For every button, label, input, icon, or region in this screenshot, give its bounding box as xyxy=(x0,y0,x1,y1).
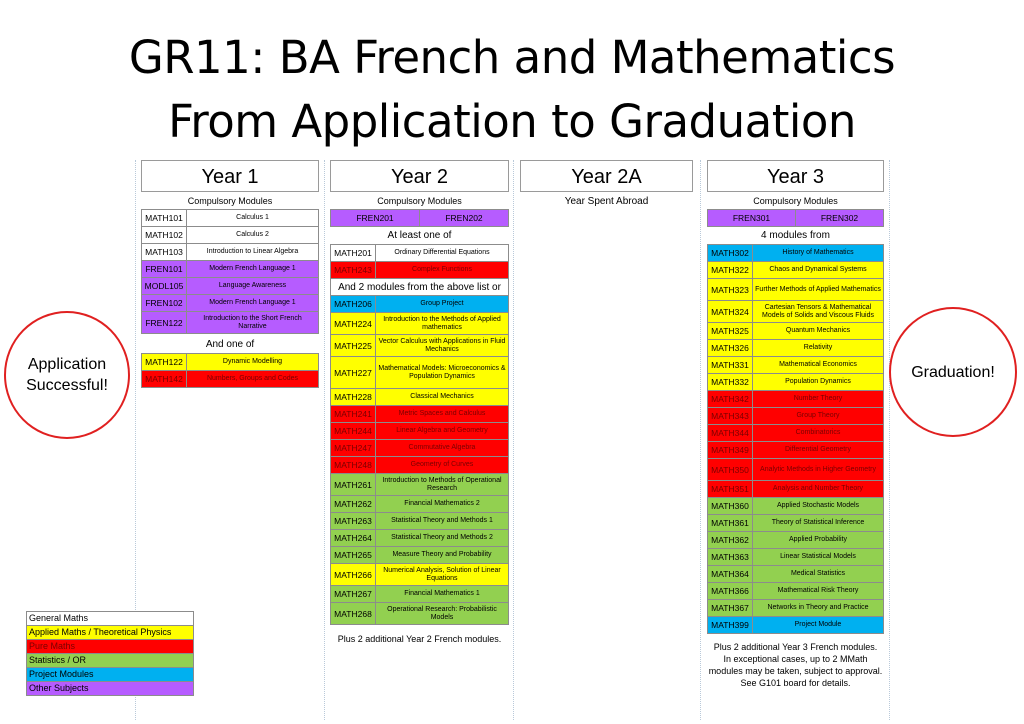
year2-footer: Plus 2 additional Year 2 French modules. xyxy=(337,634,502,644)
module-name: Group Project xyxy=(376,296,509,313)
module-row xyxy=(331,457,509,474)
application-successful-text: Application Successful! xyxy=(26,356,108,394)
module-row xyxy=(708,617,884,634)
module-code: MATH247 xyxy=(331,440,376,457)
module-name: Mathematical Models: Microeconomics & Population Dynamics xyxy=(376,357,509,389)
module-name: Metric Spaces and Calculus xyxy=(376,406,509,423)
module-code: MATH244 xyxy=(331,423,376,440)
module-name: Introduction to Methods of Operational Research xyxy=(376,474,509,496)
module-code: MATH350 xyxy=(708,459,753,481)
year2-options-table xyxy=(330,295,509,625)
module-code: MATH248 xyxy=(331,457,376,474)
module-code: MATH266 xyxy=(331,564,376,586)
module-code: FREN201 xyxy=(331,210,420,227)
module-code: MATH201 xyxy=(331,245,376,262)
year3-from-label: 4 modules from xyxy=(761,230,830,241)
module-name: Numbers, Groups and Codes xyxy=(187,371,319,388)
module-name: Population Dynamics xyxy=(753,374,884,391)
module-code: MATH343 xyxy=(708,408,753,425)
module-row xyxy=(708,391,884,408)
module-row xyxy=(708,481,884,498)
module-code: MATH332 xyxy=(708,374,753,391)
module-name: Differential Geometry xyxy=(753,442,884,459)
column-divider xyxy=(513,160,514,720)
module-code: MATH101 xyxy=(142,210,187,227)
module-code: MATH225 xyxy=(331,335,376,357)
graduation-text: Graduation! xyxy=(911,363,995,381)
module-name: Introduction to the Short French Narrative xyxy=(187,312,319,334)
legend-row xyxy=(27,682,194,696)
year3-compulsory-table xyxy=(707,209,884,227)
module-code: MATH364 xyxy=(708,566,753,583)
module-code: FREN302 xyxy=(796,210,884,227)
legend-row xyxy=(27,612,194,626)
module-name: Mathematical Economics xyxy=(753,357,884,374)
column-divider xyxy=(889,160,890,720)
legend-label: Applied Maths / Theoretical Physics xyxy=(27,626,194,640)
year3-heading: Year 3 xyxy=(707,160,884,192)
module-name: Dynamic Modelling xyxy=(187,354,319,371)
module-row xyxy=(708,600,884,617)
module-code: MATH360 xyxy=(708,498,753,515)
module-name: Linear Statistical Models xyxy=(753,549,884,566)
year2a-heading: Year 2A xyxy=(520,160,693,192)
module-name: History of Mathematics xyxy=(753,245,884,262)
column-divider xyxy=(324,160,325,720)
year2-atleast-table xyxy=(330,244,509,279)
module-row xyxy=(331,530,509,547)
module-row xyxy=(142,210,319,227)
module-name: Ordinary Differential Equations xyxy=(376,245,509,262)
module-row xyxy=(708,566,884,583)
module-row xyxy=(708,408,884,425)
module-code: MATH122 xyxy=(142,354,187,371)
module-code: FREN301 xyxy=(708,210,796,227)
module-row xyxy=(331,586,509,603)
module-name: Geometry of Curves xyxy=(376,457,509,474)
module-name: Financial Mathematics 2 xyxy=(376,496,509,513)
module-name: Modern French Language 1 xyxy=(187,261,319,278)
module-row xyxy=(708,498,884,515)
module-name: Relativity xyxy=(753,340,884,357)
year1-compulsory-label: Compulsory Modules xyxy=(187,196,273,206)
page-title-line2: From Application to Graduation xyxy=(168,95,856,148)
module-code: MATH323 xyxy=(708,279,753,301)
module-code: MATH267 xyxy=(331,586,376,603)
module-row xyxy=(331,496,509,513)
module-row xyxy=(708,340,884,357)
year2-compulsory-label: Compulsory Modules xyxy=(377,196,462,206)
module-code: MATH103 xyxy=(142,244,187,261)
module-row xyxy=(331,210,509,227)
legend-row xyxy=(27,626,194,640)
module-name: Modern French Language 1 xyxy=(187,295,319,312)
module-row xyxy=(142,354,319,371)
module-row xyxy=(331,440,509,457)
module-name: Analytic Methods in Higher Geometry xyxy=(753,459,884,481)
module-row xyxy=(331,389,509,406)
module-name: Group Theory xyxy=(753,408,884,425)
module-row xyxy=(331,513,509,530)
module-code: MATH263 xyxy=(331,513,376,530)
legend-row xyxy=(27,668,194,682)
column-divider xyxy=(700,160,701,720)
legend-label: Pure Maths xyxy=(27,640,194,654)
module-row xyxy=(708,279,884,301)
module-row xyxy=(331,313,509,335)
module-name: Networks in Theory and Practice xyxy=(753,600,884,617)
module-row xyxy=(331,474,509,496)
module-name: Classical Mechanics xyxy=(376,389,509,406)
year1-heading: Year 1 xyxy=(141,160,319,192)
page-title-line1: GR11: BA French and Mathematics xyxy=(128,31,896,84)
module-row xyxy=(708,245,884,262)
year3-footer: Plus 2 additional Year 3 French modules. In exceptional cases, up to 2 MMath modules may be taken, subject to approval. See G101 board for details. xyxy=(708,642,883,688)
module-code: MATH102 xyxy=(142,227,187,244)
module-row xyxy=(142,244,319,261)
module-name: Calculus 1 xyxy=(187,210,319,227)
module-code: MATH264 xyxy=(331,530,376,547)
module-code: MATH363 xyxy=(708,549,753,566)
module-name: Vector Calculus with Applications in Fluid Mechanics xyxy=(376,335,509,357)
module-code: MATH268 xyxy=(331,603,376,625)
color-legend xyxy=(26,611,194,696)
module-code: MATH265 xyxy=(331,547,376,564)
module-row xyxy=(142,261,319,278)
module-name: Introduction to the Methods of Applied mathematics xyxy=(376,313,509,335)
module-row xyxy=(331,423,509,440)
module-code: MATH241 xyxy=(331,406,376,423)
module-row xyxy=(331,335,509,357)
module-row xyxy=(331,245,509,262)
module-name: Quantum Mechanics xyxy=(753,323,884,340)
module-code: MATH322 xyxy=(708,262,753,279)
module-name: Cartesian Tensors & Mathematical Models of Solids and Viscous Fluids xyxy=(753,301,884,323)
module-name: Operational Research: Probabilistic Models xyxy=(376,603,509,625)
module-name: Applied Probability xyxy=(753,532,884,549)
year2-more-label-row xyxy=(330,278,509,296)
module-code: MATH224 xyxy=(331,313,376,335)
module-name: Numerical Analysis, Solution of Linear Equations xyxy=(376,564,509,586)
module-code: MATH324 xyxy=(708,301,753,323)
module-name: Further Methods of Applied Mathematics xyxy=(753,279,884,301)
module-row xyxy=(142,371,319,388)
legend-label: Other Subjects xyxy=(27,682,194,696)
module-row xyxy=(331,262,509,279)
module-name: Project Module xyxy=(753,617,884,634)
module-name: Number Theory xyxy=(753,391,884,408)
module-row xyxy=(331,564,509,586)
module-name: Introduction to Linear Algebra xyxy=(187,244,319,261)
module-name: Statistical Theory and Methods 1 xyxy=(376,513,509,530)
module-code: MATH361 xyxy=(708,515,753,532)
module-code: FREN202 xyxy=(420,210,509,227)
year1-choice-table xyxy=(141,353,319,388)
module-row xyxy=(708,374,884,391)
module-row xyxy=(708,262,884,279)
module-code: MATH367 xyxy=(708,600,753,617)
legend-label: Project Modules xyxy=(27,668,194,682)
module-row xyxy=(708,515,884,532)
module-row xyxy=(331,547,509,564)
year2a-note: Year Spent Abroad xyxy=(564,196,649,207)
module-code: MATH362 xyxy=(708,532,753,549)
module-row xyxy=(331,406,509,423)
module-code: MATH261 xyxy=(331,474,376,496)
module-row xyxy=(708,442,884,459)
module-code: MATH344 xyxy=(708,425,753,442)
module-row xyxy=(142,227,319,244)
year2-compulsory-table xyxy=(330,209,509,227)
module-name: Calculus 2 xyxy=(187,227,319,244)
module-code: MATH142 xyxy=(142,371,187,388)
year2-atleast-label: At least one of xyxy=(387,230,452,241)
year2-heading: Year 2 xyxy=(330,160,509,192)
module-row xyxy=(708,210,884,227)
module-code: MATH206 xyxy=(331,296,376,313)
module-code: MATH227 xyxy=(331,357,376,389)
module-code: FREN101 xyxy=(142,261,187,278)
module-name: Financial Mathematics 1 xyxy=(376,586,509,603)
module-row xyxy=(142,312,319,334)
year3-options-table xyxy=(707,244,884,634)
graduation-circle xyxy=(889,307,1017,437)
module-name: Medical Statistics xyxy=(753,566,884,583)
module-name: Linear Algebra and Geometry xyxy=(376,423,509,440)
module-name: Applied Stochastic Models xyxy=(753,498,884,515)
module-code: MATH302 xyxy=(708,245,753,262)
module-row xyxy=(708,425,884,442)
year1-choice-label: And one of xyxy=(205,339,255,350)
module-row xyxy=(331,357,509,389)
module-code: MATH326 xyxy=(708,340,753,357)
module-code: MATH262 xyxy=(331,496,376,513)
module-name: Combinatorics xyxy=(753,425,884,442)
module-row xyxy=(142,278,319,295)
module-name: Mathematical Risk Theory xyxy=(753,583,884,600)
module-code: FREN102 xyxy=(142,295,187,312)
module-name: Commutative Algebra xyxy=(376,440,509,457)
module-code: MATH351 xyxy=(708,481,753,498)
legend-label: General Maths xyxy=(27,612,194,626)
module-name: Chaos and Dynamical Systems xyxy=(753,262,884,279)
legend-row xyxy=(27,654,194,668)
module-row xyxy=(708,459,884,481)
module-code: MATH243 xyxy=(331,262,376,279)
application-successful-circle xyxy=(4,311,130,439)
year1-compulsory-table xyxy=(141,209,319,334)
module-row xyxy=(708,532,884,549)
module-row xyxy=(331,279,509,296)
module-row xyxy=(708,357,884,374)
module-code: MATH366 xyxy=(708,583,753,600)
module-code: MATH349 xyxy=(708,442,753,459)
module-name: Statistical Theory and Methods 2 xyxy=(376,530,509,547)
module-row xyxy=(331,603,509,625)
module-code: MATH228 xyxy=(331,389,376,406)
module-name: Measure Theory and Probability xyxy=(376,547,509,564)
module-code: MATH399 xyxy=(708,617,753,634)
module-code: MATH331 xyxy=(708,357,753,374)
legend-row xyxy=(27,640,194,654)
module-code: MATH342 xyxy=(708,391,753,408)
module-row xyxy=(142,295,319,312)
module-code: MODL105 xyxy=(142,278,187,295)
module-row xyxy=(331,296,509,313)
module-row xyxy=(708,301,884,323)
module-code: FREN122 xyxy=(142,312,187,334)
module-row xyxy=(708,323,884,340)
year3-compulsory-label: Compulsory Modules xyxy=(753,196,838,206)
module-name: Theory of Statistical Inference xyxy=(753,515,884,532)
module-name: Language Awareness xyxy=(187,278,319,295)
module-row xyxy=(708,549,884,566)
year2-more-label: And 2 modules from the above list or xyxy=(331,279,509,296)
module-row xyxy=(708,583,884,600)
module-name: Analysis and Number Theory xyxy=(753,481,884,498)
module-code: MATH325 xyxy=(708,323,753,340)
module-name: Complex Functions xyxy=(376,262,509,279)
legend-label: Statistics / OR xyxy=(27,654,194,668)
